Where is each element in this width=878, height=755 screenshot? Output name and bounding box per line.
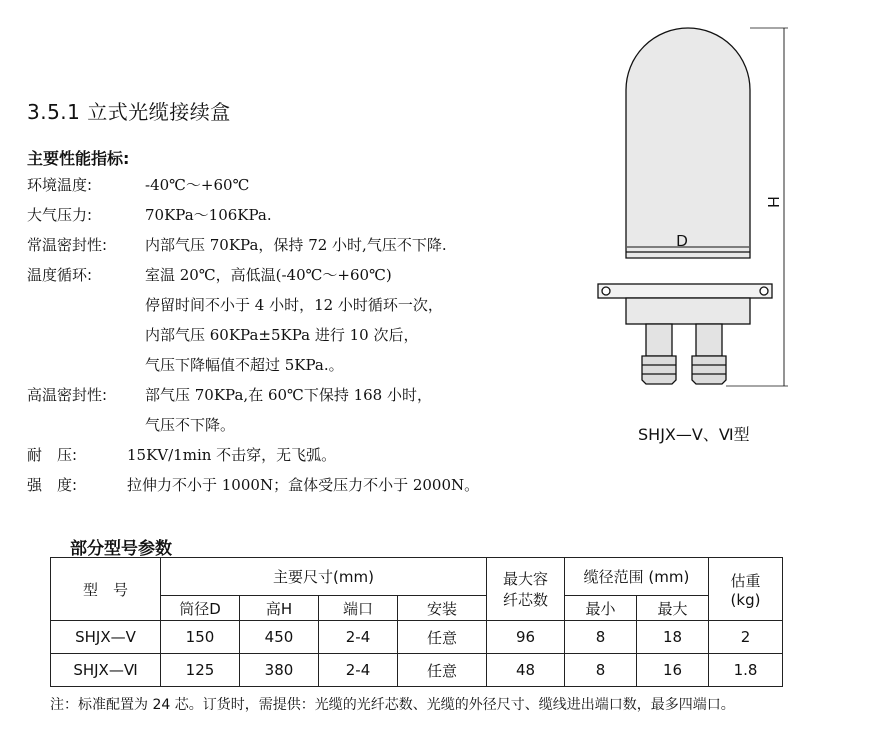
header-weight-line2: (kg) <box>730 590 761 609</box>
header-port: 端口 <box>319 596 398 621</box>
table-row <box>51 654 783 687</box>
figure-caption: SHJX—Ⅴ、Ⅵ型 <box>638 425 750 444</box>
cell-max-fiber: 48 <box>487 654 565 687</box>
header-weight-line1: 估重 <box>730 571 761 590</box>
nut-right <box>692 356 726 384</box>
cell-diameter: 125 <box>161 654 240 687</box>
spec-label: 常温密封性: <box>27 236 108 254</box>
header-main-dims: 主要尺寸(mm) <box>161 558 487 596</box>
spec-row-seal-normal <box>27 234 587 264</box>
cell-min: 8 <box>565 654 637 687</box>
header-max-fiber-line1: 最大容 <box>502 570 548 588</box>
cell-model: SHJX—Ⅴ <box>51 621 161 654</box>
bolt-left <box>602 287 610 295</box>
cell-height: 450 <box>240 621 319 654</box>
spec-value: 室温 20℃，高低温(-40℃～+60℃) <box>145 266 392 284</box>
base <box>626 298 750 324</box>
table-title: 部分型号参数 <box>70 539 172 559</box>
nut-left <box>642 356 676 384</box>
order-note: 注：标准配置为 24 芯。订货时，需提供：光缆的光纤芯数、光缆的外径尺寸、缆线进出端口数，最多四端口。 <box>50 697 735 713</box>
cell-height: 380 <box>240 654 319 687</box>
spec-label: 大气压力: <box>27 206 93 224</box>
table-row <box>51 621 783 654</box>
spec-row-strength <box>27 474 587 504</box>
spec-continuation: 内部气压 60KPa±5KPa 进行 10 次后， <box>145 326 419 344</box>
spec-value: 拉伸力不小于 1000N；盒体受压力不小于 2000N。 <box>127 476 480 494</box>
spec-value: -40℃～+60℃ <box>145 176 250 194</box>
spec-subheading: 主要性能指标: <box>27 149 130 168</box>
port-right <box>696 324 722 356</box>
header-install: 安装 <box>398 596 487 621</box>
cell-install: 任意 <box>398 654 487 687</box>
header-height: 高H <box>240 596 319 621</box>
spec-row-voltage <box>27 444 587 474</box>
spec-row-env-temp <box>27 174 587 204</box>
closure-drawing <box>596 22 788 402</box>
spec-row-seal-high <box>27 384 587 414</box>
spec-label: 环境温度: <box>27 176 93 194</box>
spec-value: 内部气压 70KPa，保持 72 小时,气压不下降. <box>145 236 447 254</box>
spec-value: 部气压 70KPa,在 60℃下保持 168 小时， <box>145 386 432 404</box>
bolt-right <box>760 287 768 295</box>
params-table <box>50 557 783 687</box>
header-max: 最大 <box>637 596 709 621</box>
cell-install: 任意 <box>398 621 487 654</box>
cell-max: 18 <box>637 621 709 654</box>
spec-label: 耐 压: <box>27 446 78 464</box>
header-max-fiber <box>487 558 565 621</box>
header-max-fiber-line2: 纤芯数 <box>502 591 548 609</box>
spec-label: 强 度: <box>27 476 78 494</box>
cell-max-fiber: 96 <box>487 621 565 654</box>
header-cable-range: 缆径范围 (mm) <box>565 558 709 596</box>
spec-label: 高温密封性: <box>27 386 108 404</box>
spec-row-pressure <box>27 204 587 234</box>
height-label: H <box>764 196 781 208</box>
clamp-band <box>598 284 772 298</box>
spec-continuation: 停留时间不小于 4 小时，12 小时循环一次， <box>145 296 443 314</box>
spec-value: 15KV/1min 不击穿，无飞弧。 <box>127 446 337 464</box>
cell-min: 8 <box>565 621 637 654</box>
cell-diameter: 150 <box>161 621 240 654</box>
dome-outline <box>626 28 750 258</box>
cell-model: SHJX—Ⅵ <box>51 654 161 687</box>
cell-weight: 1.8 <box>709 654 783 687</box>
diameter-label: D <box>676 233 688 250</box>
header-diameter: 筒径D <box>161 596 240 621</box>
section-heading: 3.5.1 立式光缆接续盒 <box>27 100 231 124</box>
header-min: 最小 <box>565 596 637 621</box>
header-model: 型 号 <box>51 558 161 621</box>
header-weight <box>709 558 783 621</box>
cell-weight: 2 <box>709 621 783 654</box>
cell-port: 2-4 <box>319 654 398 687</box>
spec-continuation: 气压下降幅值不超过 5KPa.。 <box>145 356 344 374</box>
port-left <box>646 324 672 356</box>
spec-list <box>27 174 587 504</box>
cell-max: 16 <box>637 654 709 687</box>
cell-port: 2-4 <box>319 621 398 654</box>
spec-row-temp-cycle <box>27 264 587 294</box>
spec-label: 温度循环: <box>27 266 93 284</box>
spec-continuation: 气压不下降。 <box>145 416 236 434</box>
spec-value: 70KPa～106KPa. <box>145 206 272 224</box>
